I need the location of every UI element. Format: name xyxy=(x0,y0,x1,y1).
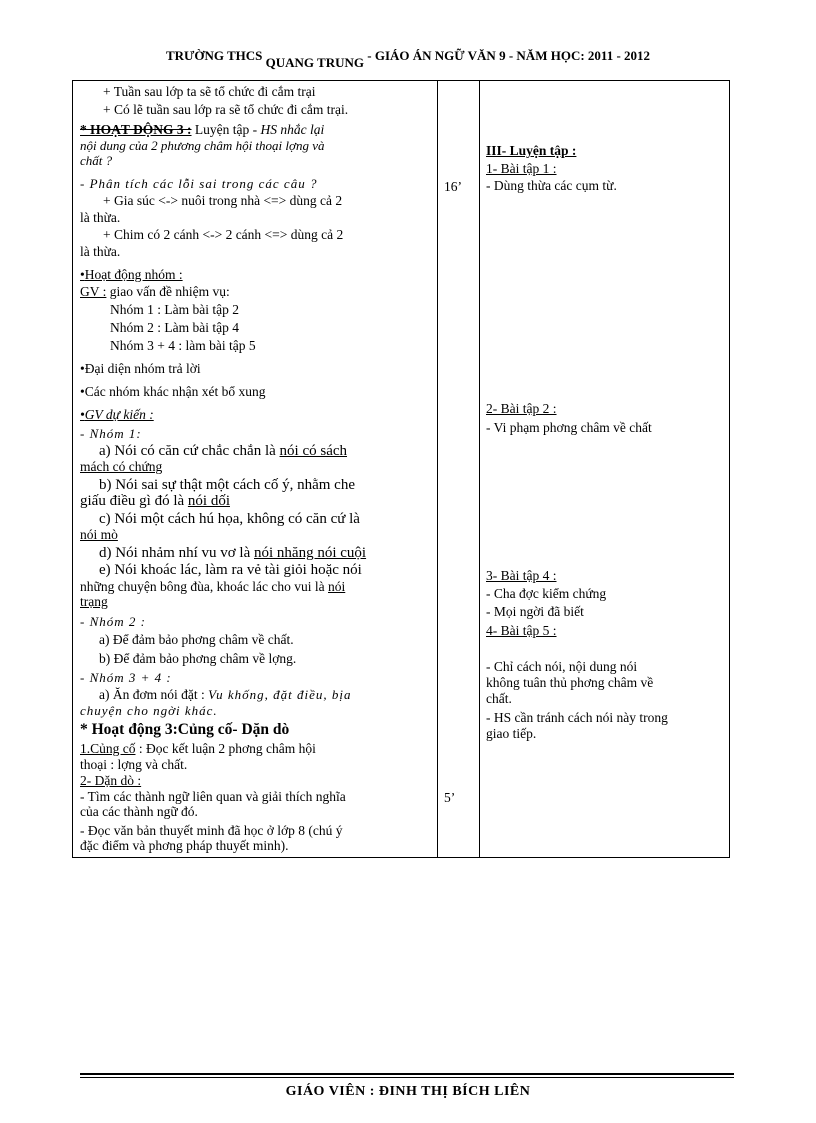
exercise-heading: 3- Bài tập 4 : xyxy=(486,568,557,583)
lesson-plan-title: GIÁO ÁN NGỮ VĂN 9 xyxy=(374,48,506,63)
text-line: •GV dự kiến : xyxy=(80,407,154,422)
text-line: 1.Củng cố : Đọc kết luận 2 phơng châm hội xyxy=(80,741,316,756)
text-line: - Đọc văn bản thuyết minh đã học ở lớp 8 (chú ý xyxy=(80,823,343,838)
text-line: b) Để đảm bảo phơng châm về lợng. xyxy=(99,651,297,666)
text-line: Nhóm 1 : Làm bài tập 2 xyxy=(110,302,239,317)
activity-final-heading: * Hoạt động 3:Củng cố- Dặn dò xyxy=(80,721,290,738)
text-line: Nhóm 3 + 4 : làm bài tập 5 xyxy=(110,338,256,353)
text-line: •Các nhóm khác nhận xét bổ xung xyxy=(80,384,266,399)
text-line: - HS cần tránh cách nói này trong xyxy=(486,710,668,725)
time-value: 16’ xyxy=(444,179,462,194)
text-line: - Dùng thừa các cụm từ. xyxy=(486,178,617,193)
text-line: giao tiếp. xyxy=(486,726,537,741)
text-line: nói mò xyxy=(80,527,118,542)
text-line: d) Nói nhảm nhí vu vơ là nói nhăng nói cuội xyxy=(99,545,367,561)
text-line: - Chỉ cách nói, nội dung nói xyxy=(486,659,638,674)
teacher-name: GIÁO VIÊN : ĐINH THỊ BÍCH LIÊN xyxy=(285,1084,531,1099)
text-line: e) Nói khoác lác, làm ra vẻ tài giỏi hoặc nói xyxy=(99,562,362,578)
text-line: + Tuần sau lớp ta sẽ tổ chức đi cắm trại xyxy=(103,84,316,99)
text-line: của các thành ngữ đó. xyxy=(80,804,198,819)
text-line: - Nhóm 2 : xyxy=(80,614,146,629)
text-line: - Vi phạm phơng châm về chất xyxy=(486,420,652,435)
content-column xyxy=(480,81,730,858)
text-line: a) Ăn đơm nói đặt : Vu khống, đặt điều, bịa xyxy=(99,687,352,702)
text-line: •Đại diện nhóm trả lời xyxy=(80,361,201,376)
group-activity-heading: •Hoạt động nhóm : xyxy=(80,267,183,282)
text-line: không tuân thủ phơng châm về xyxy=(486,675,654,690)
text-line: thoại : lợng và chất. xyxy=(80,757,188,772)
text-line: + Có lẽ tuần sau lớp ra sẽ tổ chức đi cắm trại. xyxy=(103,102,349,117)
school-name: QUANG TRUNG xyxy=(265,55,364,70)
activity-3-heading: * HOẠT ĐỘNG 3 : Luyện tập - HS nhắc lại xyxy=(80,122,325,137)
text-line: chuyện cho ngời khác. xyxy=(80,703,218,718)
header-separator: - xyxy=(508,48,514,63)
text-line: là thừa. xyxy=(80,244,121,259)
text-line: a) Để đảm bảo phơng châm về chất. xyxy=(99,632,294,647)
exercise-heading: 1- Bài tập 1 : xyxy=(486,161,557,176)
text-line: Nhóm 2 : Làm bài tập 4 xyxy=(110,320,239,335)
page-header xyxy=(0,48,816,70)
text-line: là thừa. xyxy=(80,210,121,225)
school-label: TRƯỜNG THCS xyxy=(165,48,263,63)
text-line: + Gia súc <-> nuôi trong nhà <=> dùng cả 2 xyxy=(103,193,343,208)
text-line: trạng xyxy=(80,594,108,609)
footer-divider xyxy=(80,1073,734,1075)
text-line: b) Nói sai sự thật một cách cố ý, nhằm che xyxy=(99,477,355,493)
text-line: chất. xyxy=(486,691,512,706)
text-line: đặc điểm và phơng pháp thuyết minh). xyxy=(80,838,289,853)
text-line: a) Nói có căn cứ chắc chắn là nói có sách xyxy=(99,443,348,459)
exercise-heading: 2- Bài tập 2 : xyxy=(486,401,557,416)
text-line: - Tìm các thành ngữ liên quan và giải thích nghĩa xyxy=(80,789,346,804)
school-year: NĂM HỌC: 2011 - 2012 xyxy=(516,48,651,63)
activities-column xyxy=(73,81,438,858)
text-line: - Nhóm 3 + 4 : xyxy=(80,670,172,685)
text-line: - Cha đợc kiểm chứng xyxy=(486,586,607,601)
text-line: - Mọi ngời đã biết xyxy=(486,604,584,619)
text-line: những chuyện bông đùa, khoác lác cho vui là nói xyxy=(80,579,346,594)
homework-heading: 2- Dặn dò : xyxy=(80,773,142,788)
text-line: - Phân tích các lỗi sai trong các câu ? xyxy=(80,176,318,191)
text-line: nội dung của 2 phương châm hội thoại lợng và xyxy=(80,138,325,153)
exercise-heading: 4- Bài tập 5 : xyxy=(486,623,557,638)
text-line: c) Nói một cách hú họa, không có căn cứ là xyxy=(99,511,360,527)
lesson-table xyxy=(72,80,730,858)
time-value: 5’ xyxy=(444,790,456,805)
section-heading: III- Luyện tập : xyxy=(486,143,577,158)
time-column xyxy=(438,81,480,858)
text-line: chất ? xyxy=(80,153,113,168)
text-line: + Chim có 2 cánh <-> 2 cánh <=> dùng cả 2 xyxy=(103,227,344,242)
text-line: giấu điều gì đó là nói dối xyxy=(80,493,230,509)
text-line: GV : giao vấn đề nhiệm vụ: xyxy=(80,284,230,299)
header-separator: - xyxy=(367,48,372,63)
footer-divider xyxy=(80,1077,734,1078)
text-line: mách có chứng xyxy=(80,459,163,474)
text-line: - Nhóm 1: xyxy=(80,426,142,441)
